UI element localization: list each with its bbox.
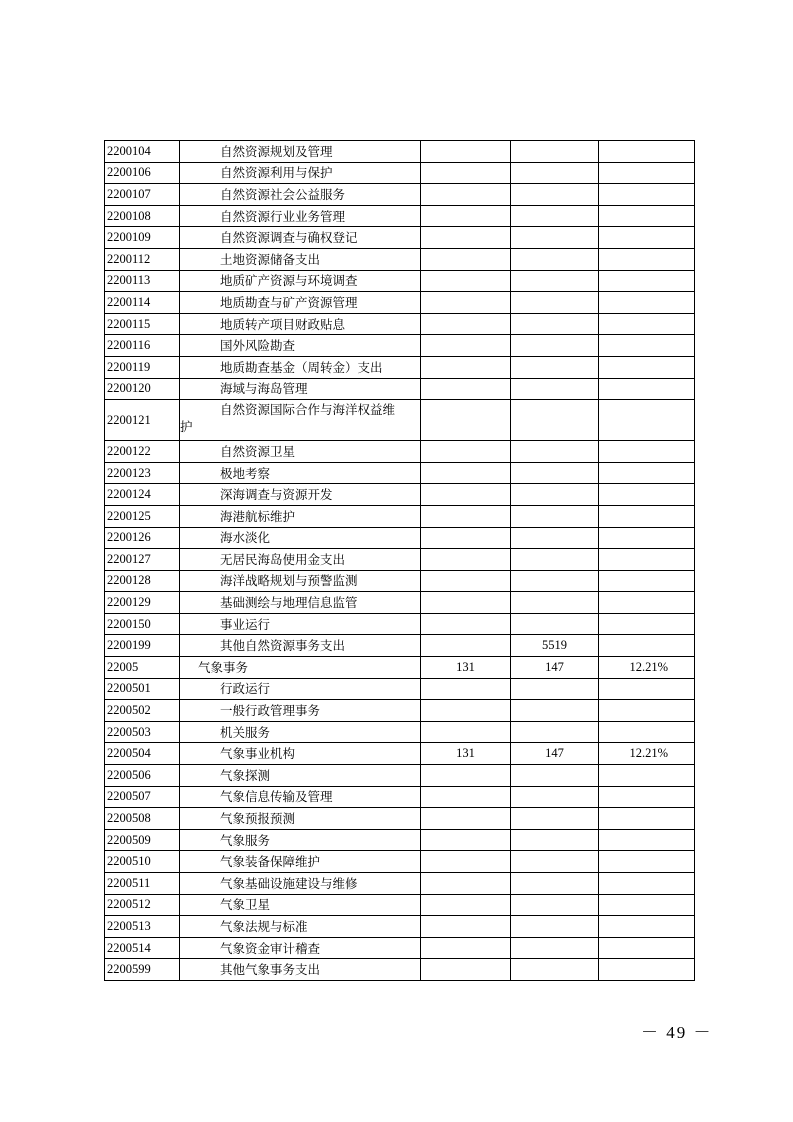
table-row <box>105 743 695 765</box>
value-cell-1 <box>421 613 511 635</box>
value-cell-1 <box>421 527 511 549</box>
code-cell: 2200506 <box>105 765 180 787</box>
value-cell-3 <box>599 335 695 357</box>
value-cell-2 <box>511 141 599 163</box>
value-cell-1 <box>421 786 511 808</box>
name-line-2: 护 <box>180 419 193 435</box>
value-cell-3: 12.21% <box>599 657 695 679</box>
value-cell-3 <box>599 484 695 506</box>
code-cell: 2200112 <box>105 248 180 270</box>
value-cell-1 <box>421 959 511 981</box>
value-cell-2 <box>511 227 599 249</box>
name-cell: 其他气象事务支出 <box>180 959 421 981</box>
value-cell-3 <box>599 162 695 184</box>
value-cell-1 <box>421 570 511 592</box>
name-cell: 气象事业机构 <box>180 743 421 765</box>
value-cell-2 <box>511 721 599 743</box>
table-row <box>105 505 695 527</box>
code-cell: 22005 <box>105 657 180 679</box>
table-row <box>105 873 695 895</box>
code-cell: 2200129 <box>105 592 180 614</box>
code-cell: 2200115 <box>105 313 180 335</box>
value-cell-1 <box>421 549 511 571</box>
value-cell-2 <box>511 592 599 614</box>
value-cell-2 <box>511 484 599 506</box>
value-cell-2 <box>511 765 599 787</box>
table-row <box>105 570 695 592</box>
name-cell: 气象预报预测 <box>180 808 421 830</box>
name-cell: 气象服务 <box>180 829 421 851</box>
table-row <box>105 829 695 851</box>
name-cell: 行政运行 <box>180 678 421 700</box>
value-cell-3 <box>599 916 695 938</box>
name-cell: 海水淡化 <box>180 527 421 549</box>
value-cell-2 <box>511 335 599 357</box>
name-cell: 机关服务 <box>180 721 421 743</box>
table-row <box>105 400 695 441</box>
value-cell-2 <box>511 613 599 635</box>
code-cell: 2200116 <box>105 335 180 357</box>
name-cell: 自然资源利用与保护 <box>180 162 421 184</box>
value-cell-2 <box>511 441 599 463</box>
value-cell-3 <box>599 786 695 808</box>
name-cell: 自然资源调查与确权登记 <box>180 227 421 249</box>
name-cell: 基础测绘与地理信息监管 <box>180 592 421 614</box>
value-cell-3 <box>599 184 695 206</box>
code-cell: 2200513 <box>105 916 180 938</box>
value-cell-3 <box>599 248 695 270</box>
name-cell: 极地考察 <box>180 462 421 484</box>
value-cell-3 <box>599 937 695 959</box>
name-cell: 海港航标维护 <box>180 505 421 527</box>
table-row <box>105 657 695 679</box>
value-cell-2 <box>511 851 599 873</box>
code-cell: 2200503 <box>105 721 180 743</box>
value-cell-3 <box>599 141 695 163</box>
name-cell: 气象信息传输及管理 <box>180 786 421 808</box>
name-cell: 气象资金审计稽查 <box>180 937 421 959</box>
table-row <box>105 462 695 484</box>
value-cell-1 <box>421 356 511 378</box>
code-cell: 2200123 <box>105 462 180 484</box>
code-cell: 2200113 <box>105 270 180 292</box>
value-cell-1 <box>421 441 511 463</box>
value-cell-3 <box>599 851 695 873</box>
value-cell-3 <box>599 808 695 830</box>
value-cell-2 <box>511 829 599 851</box>
value-cell-3 <box>599 292 695 314</box>
value-cell-3 <box>599 549 695 571</box>
table-row <box>105 313 695 335</box>
value-cell-2 <box>511 270 599 292</box>
value-cell-1 <box>421 378 511 400</box>
value-cell-1 <box>421 894 511 916</box>
value-cell-2 <box>511 894 599 916</box>
name-cell: 国外风险勘查 <box>180 335 421 357</box>
value-cell-2 <box>511 808 599 830</box>
value-cell-3 <box>599 227 695 249</box>
value-cell-2 <box>511 162 599 184</box>
code-cell: 2200120 <box>105 378 180 400</box>
name-cell: 地质矿产资源与环境调查 <box>180 270 421 292</box>
name-cell: 气象装备保障维护 <box>180 851 421 873</box>
value-cell-2 <box>511 248 599 270</box>
value-cell-3 <box>599 270 695 292</box>
name-cell <box>180 400 421 441</box>
code-cell: 2200126 <box>105 527 180 549</box>
value-cell-1 <box>421 270 511 292</box>
table-row <box>105 937 695 959</box>
value-cell-1 <box>421 335 511 357</box>
name-cell: 自然资源社会公益服务 <box>180 184 421 206</box>
value-cell-3 <box>599 570 695 592</box>
name-cell: 海域与海岛管理 <box>180 378 421 400</box>
value-cell-1 <box>421 765 511 787</box>
value-cell-3 <box>599 829 695 851</box>
table-row <box>105 786 695 808</box>
code-cell: 2200121 <box>105 400 180 441</box>
value-cell-1 <box>421 592 511 614</box>
value-cell-1 <box>421 916 511 938</box>
table-row <box>105 721 695 743</box>
value-cell-1 <box>421 248 511 270</box>
value-cell-1 <box>421 462 511 484</box>
name-cell: 气象卫星 <box>180 894 421 916</box>
value-cell-3 <box>599 894 695 916</box>
code-cell: 2200125 <box>105 505 180 527</box>
table-row <box>105 613 695 635</box>
table-row <box>105 635 695 657</box>
value-cell-3 <box>599 356 695 378</box>
table-row <box>105 248 695 270</box>
value-cell-2 <box>511 916 599 938</box>
table-row <box>105 484 695 506</box>
value-cell-1 <box>421 313 511 335</box>
value-cell-2 <box>511 873 599 895</box>
value-cell-3 <box>599 592 695 614</box>
page-number: － 49 － <box>641 1023 713 1042</box>
name-cell: 自然资源行业业务管理 <box>180 205 421 227</box>
table-row <box>105 335 695 357</box>
value-cell-2 <box>511 313 599 335</box>
table-row <box>105 700 695 722</box>
table-row <box>105 205 695 227</box>
value-cell-3 <box>599 441 695 463</box>
value-cell-2 <box>511 356 599 378</box>
code-cell: 2200507 <box>105 786 180 808</box>
code-cell: 2200599 <box>105 959 180 981</box>
code-cell: 2200150 <box>105 613 180 635</box>
name-cell: 海洋战略规划与预警监测 <box>180 570 421 592</box>
value-cell-3 <box>599 678 695 700</box>
table-row <box>105 227 695 249</box>
value-cell-3 <box>599 527 695 549</box>
table-row <box>105 141 695 163</box>
code-cell: 2200109 <box>105 227 180 249</box>
table-row <box>105 959 695 981</box>
name-cell: 事业运行 <box>180 613 421 635</box>
value-cell-1 <box>421 808 511 830</box>
value-cell-2 <box>511 937 599 959</box>
table-row <box>105 270 695 292</box>
name-cell: 气象探测 <box>180 765 421 787</box>
code-cell: 2200106 <box>105 162 180 184</box>
code-cell: 2200510 <box>105 851 180 873</box>
table-row <box>105 678 695 700</box>
value-cell-1 <box>421 635 511 657</box>
table-row <box>105 441 695 463</box>
value-cell-2 <box>511 400 599 441</box>
value-cell-1 <box>421 484 511 506</box>
code-cell: 2200128 <box>105 570 180 592</box>
value-cell-3 <box>599 721 695 743</box>
value-cell-2 <box>511 700 599 722</box>
budget-table <box>104 140 695 981</box>
table-row <box>105 592 695 614</box>
value-cell-1 <box>421 292 511 314</box>
table-row <box>105 808 695 830</box>
value-cell-1 <box>421 937 511 959</box>
code-cell: 2200512 <box>105 894 180 916</box>
name-cell: 其他自然资源事务支出 <box>180 635 421 657</box>
code-cell: 2200124 <box>105 484 180 506</box>
name-cell: 气象事务 <box>180 657 421 679</box>
code-cell: 2200199 <box>105 635 180 657</box>
value-cell-1 <box>421 184 511 206</box>
value-cell-1: 131 <box>421 657 511 679</box>
value-cell-2 <box>511 786 599 808</box>
value-cell-3 <box>599 462 695 484</box>
code-cell: 2200127 <box>105 549 180 571</box>
value-cell-2 <box>511 462 599 484</box>
code-cell: 2200104 <box>105 141 180 163</box>
table-row <box>105 356 695 378</box>
value-cell-1 <box>421 505 511 527</box>
table-row <box>105 162 695 184</box>
code-cell: 2200122 <box>105 441 180 463</box>
table-row <box>105 378 695 400</box>
table-row <box>105 549 695 571</box>
value-cell-2 <box>511 505 599 527</box>
value-cell-3 <box>599 505 695 527</box>
name-cell: 土地资源储备支出 <box>180 248 421 270</box>
value-cell-3 <box>599 205 695 227</box>
value-cell-3 <box>599 873 695 895</box>
name-cell: 气象法规与标准 <box>180 916 421 938</box>
value-cell-1 <box>421 700 511 722</box>
name-cell: 自然资源卫星 <box>180 441 421 463</box>
value-cell-3 <box>599 700 695 722</box>
table-row <box>105 765 695 787</box>
value-cell-1: 131 <box>421 743 511 765</box>
table-row <box>105 916 695 938</box>
value-cell-2: 147 <box>511 657 599 679</box>
code-cell: 2200119 <box>105 356 180 378</box>
value-cell-3 <box>599 613 695 635</box>
value-cell-1 <box>421 162 511 184</box>
code-cell: 2200514 <box>105 937 180 959</box>
code-cell: 2200509 <box>105 829 180 851</box>
code-cell: 2200508 <box>105 808 180 830</box>
code-cell: 2200501 <box>105 678 180 700</box>
value-cell-3: 12.21% <box>599 743 695 765</box>
value-cell-1 <box>421 678 511 700</box>
name-cell: 地质转产项目财政贴息 <box>180 313 421 335</box>
value-cell-1 <box>421 141 511 163</box>
value-cell-1 <box>421 873 511 895</box>
value-cell-2 <box>511 184 599 206</box>
table-row <box>105 851 695 873</box>
table-row <box>105 184 695 206</box>
value-cell-3 <box>599 959 695 981</box>
code-cell: 2200511 <box>105 873 180 895</box>
value-cell-1 <box>421 205 511 227</box>
value-cell-2 <box>511 678 599 700</box>
value-cell-1 <box>421 851 511 873</box>
value-cell-1 <box>421 227 511 249</box>
value-cell-2 <box>511 527 599 549</box>
name-cell: 一般行政管理事务 <box>180 700 421 722</box>
name-line-1: 自然资源国际合作与海洋权益维 <box>220 402 396 418</box>
value-cell-1 <box>421 400 511 441</box>
value-cell-2 <box>511 570 599 592</box>
value-cell-3 <box>599 313 695 335</box>
name-cell: 深海调查与资源开发 <box>180 484 421 506</box>
code-cell: 2200502 <box>105 700 180 722</box>
value-cell-2 <box>511 292 599 314</box>
code-cell: 2200114 <box>105 292 180 314</box>
code-cell: 2200107 <box>105 184 180 206</box>
value-cell-2: 147 <box>511 743 599 765</box>
table-row <box>105 894 695 916</box>
name-cell: 气象基础设施建设与维修 <box>180 873 421 895</box>
value-cell-2 <box>511 959 599 981</box>
name-cell: 地质勘查基金（周转金）支出 <box>180 356 421 378</box>
value-cell-2: 5519 <box>511 635 599 657</box>
value-cell-2 <box>511 549 599 571</box>
value-cell-1 <box>421 721 511 743</box>
code-cell: 2200504 <box>105 743 180 765</box>
table-row <box>105 527 695 549</box>
value-cell-1 <box>421 829 511 851</box>
value-cell-2 <box>511 378 599 400</box>
code-cell: 2200108 <box>105 205 180 227</box>
name-cell: 无居民海岛使用金支出 <box>180 549 421 571</box>
table-row <box>105 292 695 314</box>
name-cell: 地质勘查与矿产资源管理 <box>180 292 421 314</box>
value-cell-2 <box>511 205 599 227</box>
value-cell-3 <box>599 378 695 400</box>
value-cell-3 <box>599 400 695 441</box>
value-cell-3 <box>599 765 695 787</box>
value-cell-3 <box>599 635 695 657</box>
name-cell: 自然资源规划及管理 <box>180 141 421 163</box>
